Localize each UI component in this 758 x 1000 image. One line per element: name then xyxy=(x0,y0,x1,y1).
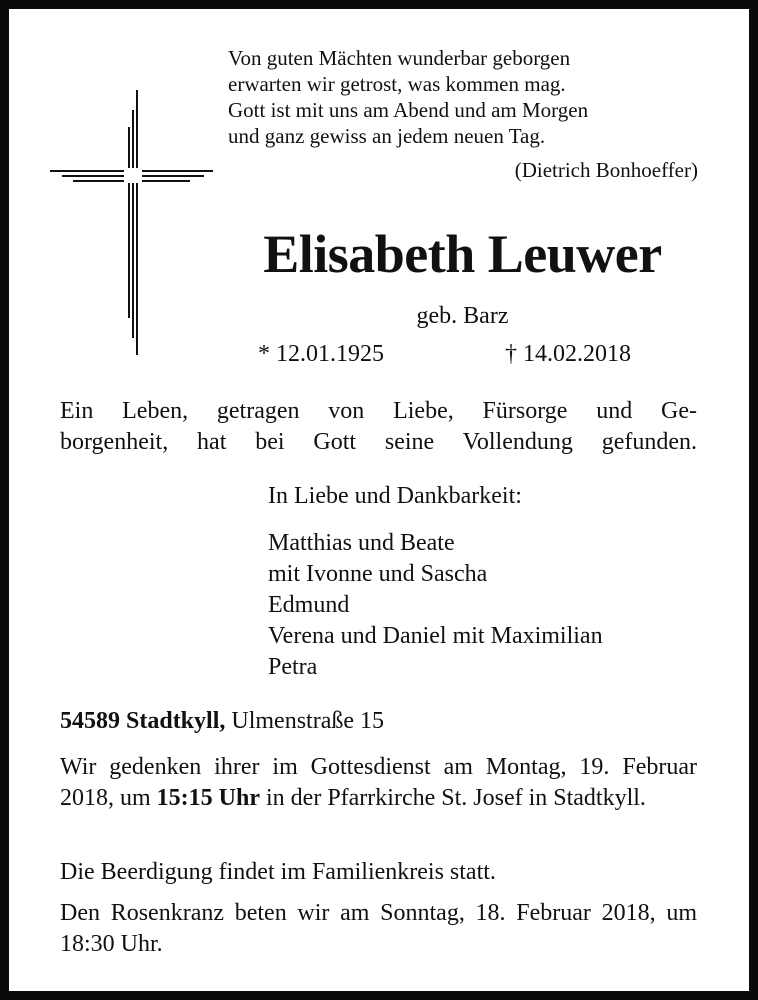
poem-line: Gott ist mit uns am Abend und am Morgen xyxy=(228,98,589,122)
poem-line: und ganz gewiss an jedem neuen Tag. xyxy=(228,124,546,148)
death-date: † 14.02.2018 xyxy=(505,341,631,367)
mourner: Verena und Daniel mit Maximilian xyxy=(268,623,603,649)
mourners-list xyxy=(268,528,603,683)
rosary-info: Den Rosenkranz beten wir am Sonntag, 18. Februar 2018, um 18:30 Uhr. xyxy=(60,900,697,957)
cross-icon xyxy=(0,0,1,1)
address-city: 54589 Stadtkyll, xyxy=(60,708,226,734)
service-time: 15:15 Uhr xyxy=(156,785,260,811)
poem-line: Von guten Mächten wunderbar geborgen xyxy=(228,46,571,70)
deceased-name: Elisabeth Leuwer xyxy=(263,224,662,284)
tribute-text xyxy=(60,396,697,458)
poem-line: erwarten wir getrost, was kommen mag. xyxy=(228,72,566,96)
tribute-line: Ein Leben, getragen von Liebe, Fürsorge und Ge- xyxy=(60,398,697,424)
poem xyxy=(228,45,698,183)
mourner: Edmund xyxy=(268,592,350,618)
birth-date: * 12.01.1925 xyxy=(258,341,384,367)
service-text: Wir gedenken ihrer im Gottesdienst am Montag, 19. Februar 2018, um xyxy=(60,754,697,811)
tribute-line: borgenheit, hat bei Gott seine Vollendung gefunden. xyxy=(60,429,697,455)
mourner: Matthias und Beate xyxy=(268,530,455,556)
mourners-heading: In Liebe und Dankbarkeit: xyxy=(268,483,522,509)
maiden-name: geb. Barz xyxy=(416,303,509,329)
mourner: Petra xyxy=(268,654,318,680)
mourner: mit Ivonne und Sascha xyxy=(268,561,488,587)
address-street: Ulmenstraße 15 xyxy=(225,708,384,734)
service-info xyxy=(60,752,697,814)
burial-info: Die Beerdigung findet im Familienkreis statt. xyxy=(60,859,496,885)
service-text-end: in der Pfarrkirche St. Josef in Stadtkyll. xyxy=(260,785,646,811)
poem-attribution: (Dietrich Bonhoeffer) xyxy=(514,158,698,182)
address xyxy=(60,706,697,737)
